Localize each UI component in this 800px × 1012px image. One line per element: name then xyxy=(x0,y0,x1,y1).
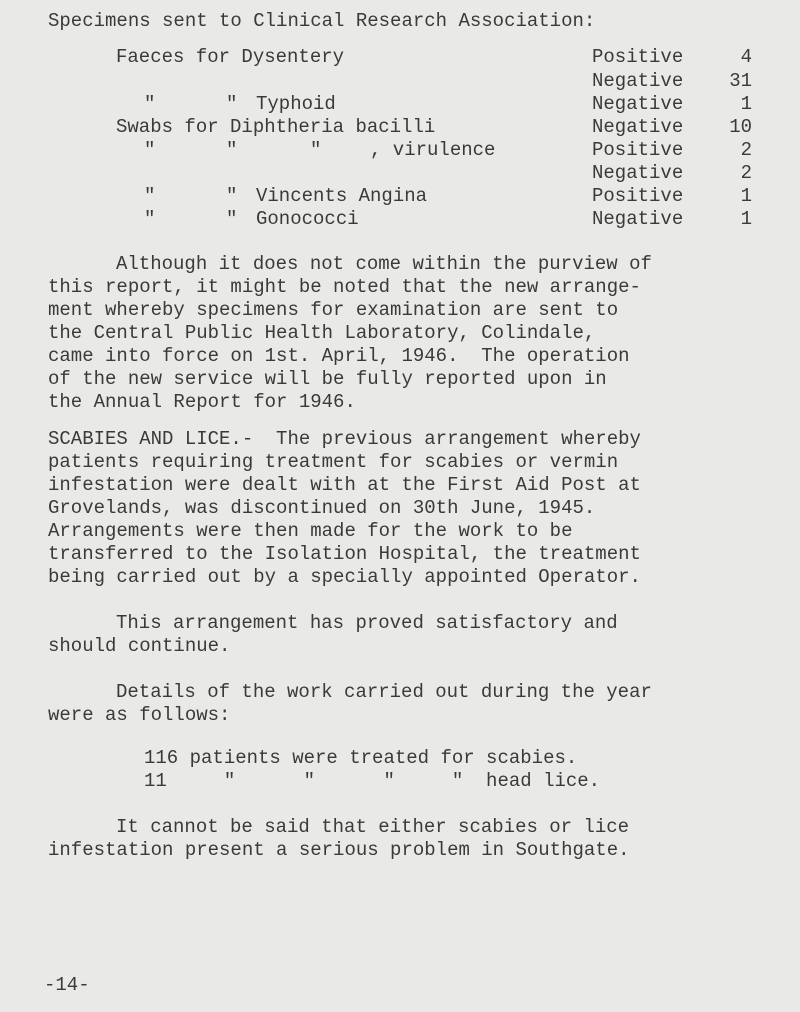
ditto-mark: " xyxy=(144,139,156,161)
specimen-result: Negative xyxy=(592,116,684,138)
table-row xyxy=(0,208,800,230)
section-heading: Specimens sent to Clinical Research Association: xyxy=(48,10,596,32)
ditto-mark: " xyxy=(226,93,238,115)
text-line: ment whereby specimens for examination are sent to xyxy=(48,299,619,321)
specimen-result: Negative xyxy=(592,162,684,184)
specimen-test: Swabs for Diphtheria bacilli xyxy=(116,116,436,138)
specimen-count: 4 xyxy=(740,46,752,68)
table-row xyxy=(0,185,800,207)
specimen-test: Gonococci xyxy=(256,208,359,230)
ditto-mark: " xyxy=(226,139,238,161)
paragraph-arrangement xyxy=(48,612,768,657)
paragraph-scabies-and-lice xyxy=(48,428,768,588)
paragraph-conclusion xyxy=(48,816,768,861)
specimen-result: Negative xyxy=(592,208,684,230)
text-line: the Annual Report for 1946. xyxy=(48,391,356,413)
text-line: Details of the work carried out during the year xyxy=(116,681,652,703)
specimen-result: Negative xyxy=(592,70,684,92)
specimen-test: , virulence xyxy=(370,139,496,161)
table-row xyxy=(0,116,800,138)
specimen-count: 10 xyxy=(729,116,752,138)
specimen-result: Negative xyxy=(592,93,684,115)
text-line: being carried out by a specially appointed Operator. xyxy=(48,566,641,588)
specimen-result: Positive xyxy=(592,185,684,207)
specimen-result: Positive xyxy=(592,46,684,68)
text-line: the Central Public Health Laboratory, Colindale, xyxy=(48,322,596,344)
text-line: should continue. xyxy=(48,635,231,657)
table-row xyxy=(0,46,800,68)
paragraph-purview xyxy=(48,253,768,413)
ditto-mark: " xyxy=(144,208,156,230)
ditto-mark: " xyxy=(144,185,156,207)
text-line: this report, it might be noted that the new arrange- xyxy=(48,276,641,298)
scabies-count-line: 116 patients were treated for scabies. xyxy=(144,747,578,769)
text-line: This arrangement has proved satisfactory and xyxy=(116,612,618,634)
ditto-mark: " xyxy=(144,93,156,115)
text-line: came into force on 1st. April, 1946. The operation xyxy=(48,345,630,367)
specimen-count: 1 xyxy=(740,185,752,207)
table-row xyxy=(0,70,800,92)
table-row xyxy=(0,93,800,115)
specimen-test: Vincents Angina xyxy=(256,185,428,207)
specimen-count: 2 xyxy=(740,162,752,184)
table-row xyxy=(0,139,800,161)
text-line: infestation were dealt with at the First Aid Post at xyxy=(48,474,641,496)
page-number: -14- xyxy=(44,974,90,996)
specimen-test: Faeces for Dysentery xyxy=(116,46,345,68)
ditto-mark: " xyxy=(310,139,322,161)
text-line: Although it does not come within the purview of xyxy=(116,253,652,275)
head-lice-count-line: 11 " " " " head lice. xyxy=(144,770,601,792)
paragraph-details xyxy=(48,681,768,726)
text-line: infestation present a serious problem in Southgate. xyxy=(48,839,630,861)
specimen-count: 1 xyxy=(740,208,752,230)
ditto-mark: " xyxy=(226,185,238,207)
text-line: were as follows: xyxy=(48,704,231,726)
text-line: patients requiring treatment for scabies or vermin xyxy=(48,451,619,473)
specimen-count: 31 xyxy=(729,70,752,92)
text-line: SCABIES AND LICE.- The previous arrangement whereby xyxy=(48,428,641,450)
specimen-result: Positive xyxy=(592,139,684,161)
table-row xyxy=(0,162,800,184)
text-line: transferred to the Isolation Hospital, the treatment xyxy=(48,543,641,565)
text-line: It cannot be said that either scabies or lice xyxy=(116,816,630,838)
specimen-count: 1 xyxy=(740,93,752,115)
ditto-mark: " xyxy=(226,208,238,230)
text-line: Grovelands, was discontinued on 30th June, 1945. xyxy=(48,497,596,519)
specimen-count: 2 xyxy=(740,139,752,161)
text-line: Arrangements were then made for the work to be xyxy=(48,520,573,542)
specimen-test: Typhoid xyxy=(256,93,336,115)
text-line: of the new service will be fully reported upon in xyxy=(48,368,607,390)
